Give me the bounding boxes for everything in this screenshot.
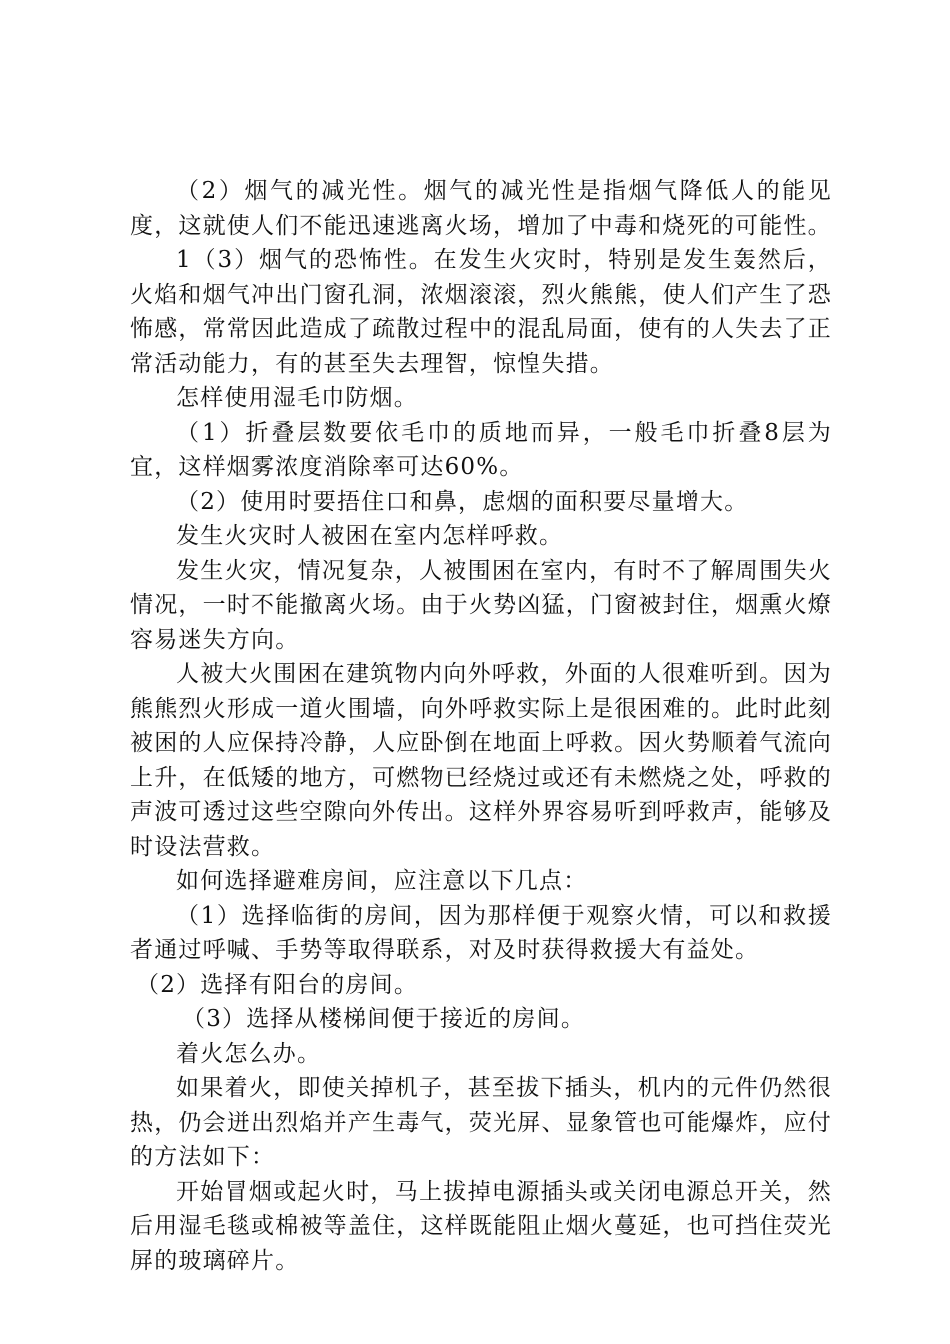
paragraph-street-room: （1）选择临街的房间，因为那样便于观察火情，可以和救援者通过呼喊、手势等取得联系，对及时获得救援大有益处。 [130,902,832,963]
paragraph-towel-fold: （1）折叠层数要依毛巾的质地而异，一般毛巾折叠8层为宜，这样烟雾浓度消除率可达60%。 [130,419,832,480]
heading-trapped-call-help: 发生火灾时人被困在室内怎样呼救。 [176,523,564,549]
paragraph-smoke-fear: 1（3）烟气的恐怖性。在发生火灾时，特别是发生轰然后，火焰和烟气冲出门窗孔洞，浓烟滚滚，烈火熊熊，使人们产生了恐怖感，常常因此造成了疏散过程中的混乱局面，使有的人失去了正常活动能力，有的甚至失去理智，惊惶失措。 [130,247,832,377]
paragraph-cover-mouth: （2）使用时要捂住口和鼻，虑烟的面积要尽量增大。 [176,488,749,515]
heading-on-fire: 着火怎么办。 [176,1040,322,1067]
paragraph-smoke-light-reduction: （2）烟气的减光性。烟气的减光性是指烟气降低人的能见度，这就使人们不能迅速逃离火场，增加了中毒和烧死的可能性。 [130,178,832,239]
paragraph-device-fire: 如果着火，即使关掉机子，甚至拔下插头，机内的元件仍然很热，仍会迸出烈焰并产生毒气，荧光屏、显象管也可能爆炸，应付的方法如下： [130,1075,832,1170]
paragraph-stairway-room: （3）选择从楼梯间便于接近的房间。 [182,1006,586,1032]
heading-wet-towel: 怎样使用湿毛巾防烟。 [176,385,418,411]
heading-refuge-room: 如何选择避难房间，应注意以下几点： [176,868,588,894]
document-body [130,174,832,1278]
paragraph-balcony-room: （2）选择有阳台的房间。 [136,971,419,998]
paragraph-fire-situation: 发生火灾，情况复杂，人被围困在室内，有时不了解周围失火情况，一时不能撤离火场。由于火势凶猛，门窗被封住，烟熏火燎容易迷失方向。 [130,557,832,653]
paragraph-call-for-help: 人被大火围困在建筑物内向外呼救，外面的人很难听到。因为熊熊烈火形成一道火围墙，向外呼救实际上是很困难的。此时此刻被困的人应保持冷静，人应卧倒在地面上呼救。因火势顺着气流向上升，在低矮的地方，可燃物已经烧过或还有未燃烧之处，呼救的声波可透过这些空隙向外传出。这样外界容易听到呼救声，能够及时设法营救。 [130,661,832,860]
paragraph-unplug-cover: 开始冒烟或起火时，马上拔掉电源插头或关闭电源总开关，然后用湿毛毯或棉被等盖住，这样既能阻止烟火蔓延，也可挡住荧光屏的玻璃碎片。 [130,1178,832,1274]
